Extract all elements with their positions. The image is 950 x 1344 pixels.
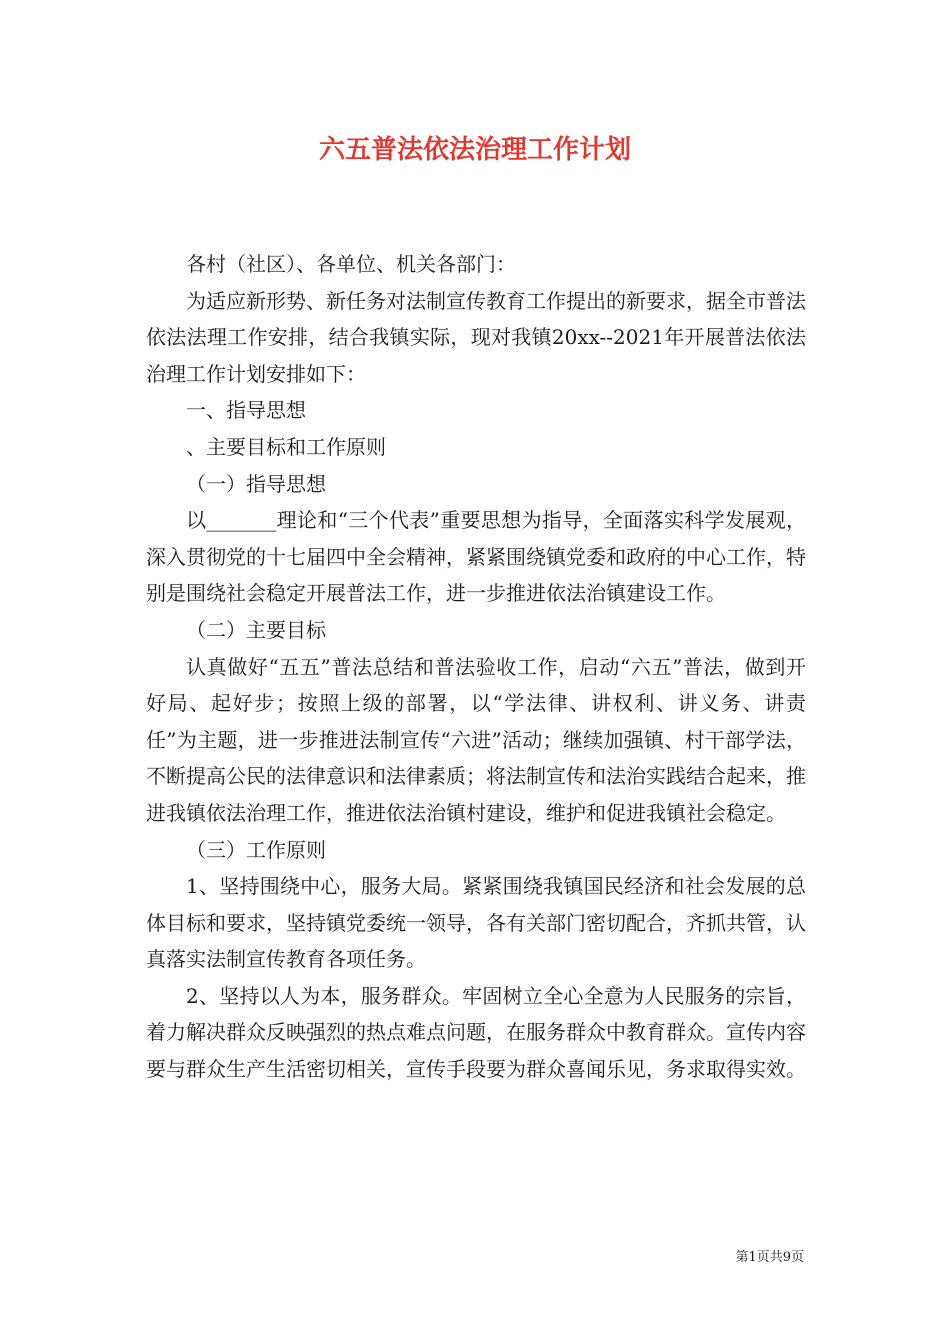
salutation-paragraph: 各村（社区）、各单位、机关各部门：	[186, 252, 516, 276]
intro-paragraph: 为适应新形势、新任务对法制宣传教育工作提出的新要求，据全市普法依法法理工作安排，结合我镇实际，现对我镇20xx--2021年开展普法依法治理工作计划安排如下：	[146, 288, 806, 386]
section-heading-goals-principles: 、主要目标和工作原则	[186, 434, 386, 459]
principle-1-paragraph: 1、坚持围绕中心，服务大局。紧紧围绕我镇国民经济和社会发展的总体目标和要求，坚持镇党委统一领导，各有关部门密切配合，齐抓共管，认真落实法制宣传教育各项任务。	[146, 874, 806, 972]
principle-2-paragraph: 2、坚持以人为本，服务群众。牢固树立全心全意为人民服务的宗旨，着力解决群众反映强烈的热点难点问题，在服务群众中教育群众。宣传内容要与群众生产生活密切相关，宣传手段要为群众喜闻乐见，务求取得实效。	[146, 983, 806, 1082]
subsection-heading-3: （三）工作原则	[186, 837, 326, 862]
subsection-heading-2: （二）主要目标	[186, 617, 326, 642]
guiding-thought-paragraph: 以_______理论和“三个代表”重要思想为指导，全面落实科学发展观，深入贯彻党的十七届四中全会精神，紧紧围绕镇党委和政府的中心工作，特别是围绕社会稳定开展普法工作，进一步推进依法治镇建设工作。	[146, 508, 806, 606]
section-heading-guiding-thought: 一、指导思想	[186, 398, 306, 423]
subsection-heading-1: （一）指导思想	[186, 471, 326, 496]
document-body	[146, 246, 806, 1088]
main-goals-paragraph: 认真做好“五五”普法总结和普法验收工作，启动“六五”普法，做到开好局、起好步；按照上级的部署，以“学法律、讲权利、讲义务、讲责任”为主题，进一步推进法制宣传“六进”活动；继续加强镇、村干部学法，不断提高公民的法律意识和法律素质；将法制宣传和法治实践结合起来，推进我镇依法治理工作，推进依法治镇村建设，维护和促进我镇社会稳定。	[146, 654, 806, 825]
document-title: 六五普法依法治理工作计划	[318, 135, 631, 165]
page-number-footer: 第1页共9页	[735, 1250, 804, 1265]
